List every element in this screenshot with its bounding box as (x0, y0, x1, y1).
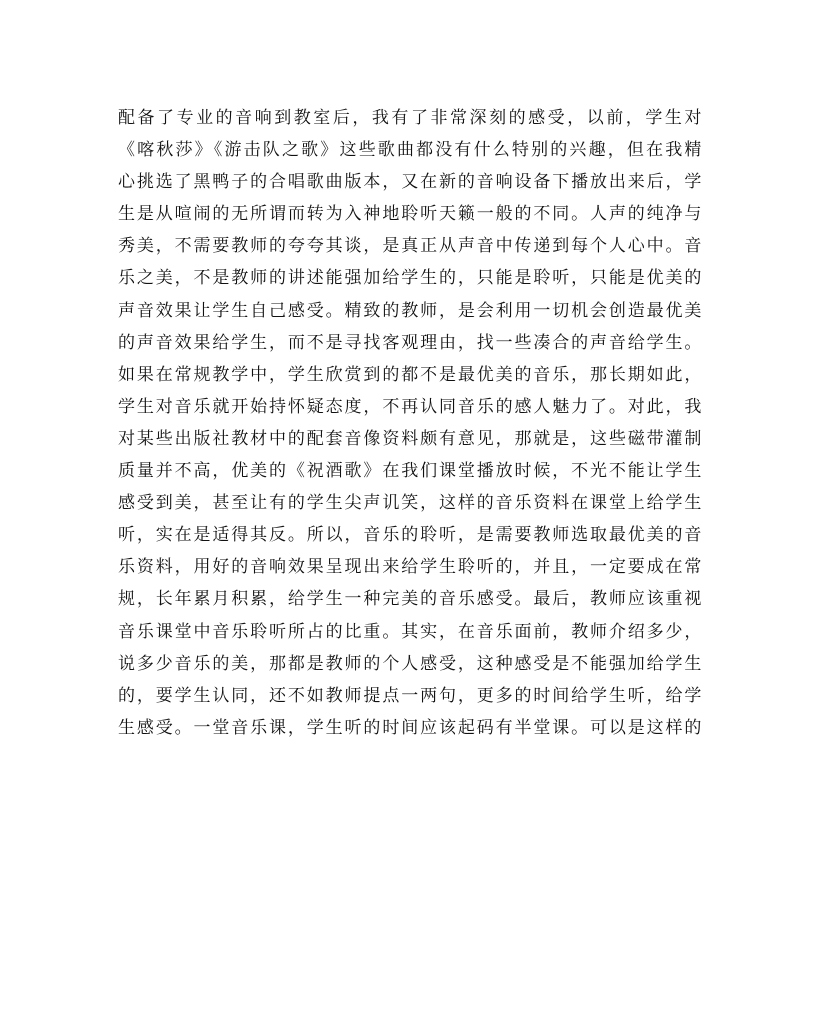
text-line: 规，长年累月积累，给学生一种完美的音乐感受。最后，教师应该重视 (118, 589, 702, 610)
text-line: 的，要学生认同，还不如教师提点一两句，更多的时间给学生听，给学 (118, 685, 702, 706)
text-line: 声音效果让学生自己感受。精致的教师，是会利用一切机会创造最优美 (118, 300, 702, 321)
text-line: 感受到美，甚至让有的学生尖声讥笑，这样的音乐资料在课堂上给学生 (118, 493, 702, 514)
text-line: 听，实在是适得其反。所以，音乐的聆听，是需要教师选取最优美的音 (118, 525, 702, 546)
text-line: 质量并不高，优美的《祝酒歌》在我们课堂播放时候，不光不能让学生 (118, 461, 702, 482)
text-line: 配备了专业的音响到教室后，我有了非常深刻的感受，以前，学生对 (118, 108, 702, 128)
text-line: 生感受。一堂音乐课，学生听的时间应该起码有半堂课。可以是这样的 (118, 717, 702, 738)
body-paragraph (118, 102, 702, 744)
text-line: 的声音效果给学生，而不是寻找客观理由，找一些凑合的声音给学生。 (118, 332, 702, 353)
text-line: 对某些出版社教材中的配套音像资料颇有意见，那就是，这些磁带灌制 (118, 428, 702, 449)
text-line: 乐之美，不是教师的讲述能强加给学生的，只能是聆听，只能是优美的 (118, 268, 702, 289)
text-line: 乐资料，用好的音响效果呈现出来给学生聆听的，并且，一定要成在常 (118, 557, 702, 578)
text-line: 音乐课堂中音乐聆听所占的比重。其实，在音乐面前，教师介绍多少， (118, 621, 702, 642)
text-line: 心挑选了黑鸭子的合唱歌曲版本，又在新的音响设备下播放出来后，学 (118, 172, 702, 193)
text-line: 生是从喧闹的无所谓而转为入神地聆听天籁一般的不同。人声的纯净与 (118, 204, 702, 225)
text-line: 学生对音乐就开始持怀疑态度，不再认同音乐的感人魅力了。对此，我 (118, 396, 702, 417)
text-line: 说多少音乐的美，那都是教师的个人感受，这种感受是不能强加给学生 (118, 653, 702, 674)
text-line: 《喀秋莎》《游击队之歌》这些歌曲都没有什么特别的兴趣，但在我精 (118, 140, 702, 161)
text-line: 秀美，不需要教师的夸夸其谈，是真正从声音中传递到每个人心中。音 (118, 236, 702, 257)
text-line: 如果在常规教学中，学生欣赏到的都不是最优美的音乐，那长期如此， (118, 364, 702, 385)
